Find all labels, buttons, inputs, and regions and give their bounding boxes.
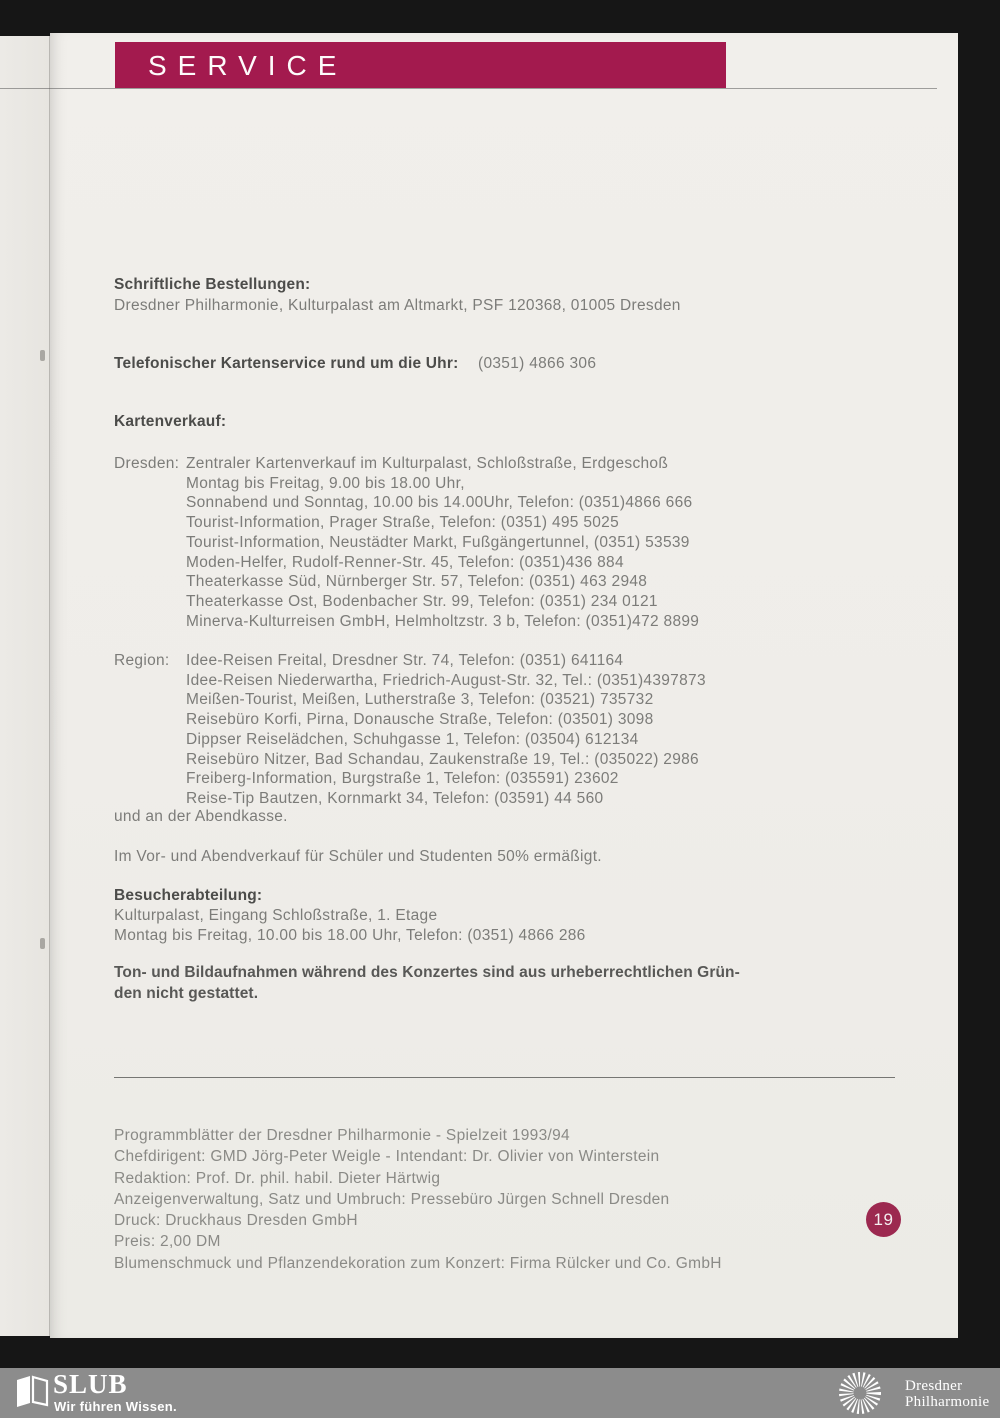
viewer-footer-bar [0, 1368, 1000, 1418]
banner-title: SERVICE [148, 50, 348, 81]
label-kartenservice: Telefonischer Kartenservice rund um die Uhr: [114, 355, 459, 372]
book-page-edge [0, 36, 50, 1336]
page-number-badge: 19 [866, 1202, 901, 1237]
schriftliche-bestellungen-address: Dresdner Philharmonie, Kulturpalast am Altmarkt, PSF 120368, 01005 Dresden [114, 297, 681, 314]
list-item: Reisebüro Korfi, Pirna, Donausche Straße, Telefon: (03501) 3098 [186, 711, 654, 729]
list-item: Preis: 2,00 DM [114, 1233, 221, 1251]
philharmonie-logo-text [905, 1378, 989, 1410]
list-item: Programmblätter der Dresdner Philharmonie - Spielzeit 1993/94 [114, 1127, 570, 1144]
list-item: Kulturpalast, Eingang Schloßstraße, 1. Etage [114, 907, 438, 924]
list-item: Meißen-Tourist, Meißen, Lutherstraße 3, Telefon: (03521) 735732 [186, 691, 654, 709]
list-item: Tourist-Information, Neustädter Markt, Fußgängertunnel, (0351) 53539 [186, 533, 690, 551]
list-item: Idee-Reisen Niederwartha, Friedrich-August-Str. 32, Tel.: (0351)4397873 [186, 671, 706, 689]
heading-kartenverkauf: Kartenverkauf: [114, 413, 227, 430]
list-item: Montag bis Freitag, 9.00 bis 18.00 Uhr, [186, 474, 465, 492]
slub-book-icon [15, 1374, 49, 1415]
slub-logo-text: SLUB [53, 1369, 128, 1399]
list-item: Zentraler Kartenverkauf im Kulturpalast, Schloßstraße, Erdgeschoß [186, 455, 669, 472]
list-item: Theaterkasse Ost, Bodenbacher Str. 99, Telefon: (0351) 234 0121 [186, 592, 658, 610]
abendkasse-note: und an der Abendkasse. [114, 808, 288, 825]
binding-mark [40, 938, 45, 949]
list-item: Sonnabend und Sonntag, 10.00 bis 14.00Uhr, Telefon: (0351)4866 666 [186, 494, 693, 512]
kartenservice-phone: (0351) 4866 306 [478, 355, 597, 372]
list-item: Idee-Reisen Freital, Dresdner Str. 74, Telefon: (0351) 641164 [186, 652, 624, 669]
region-label: Region: [114, 652, 170, 669]
heading-schriftliche-bestellungen: Schriftliche Bestellungen: [114, 276, 311, 293]
section-banner [115, 42, 726, 88]
list-item: Theaterkasse Süd, Nürnberger Str. 57, Telefon: (0351) 463 2948 [186, 573, 648, 591]
list-item: Montag bis Freitag, 10.00 bis 18.00 Uhr, Telefon: (0351) 4866 286 [114, 927, 586, 945]
list-item: Tourist-Information, Prager Straße, Telefon: (0351) 495 5025 [186, 514, 619, 532]
list-item: Minerva-Kulturreisen GmbH, Helmholtzstr. 3 b, Telefon: (0351)472 8899 [186, 612, 700, 630]
list-item: Freiberg-Information, Burgstraße 1, Telefon: (035591) 23602 [186, 770, 619, 788]
philharmonie-starburst-icon [838, 1371, 882, 1418]
recording-notice-line1: Ton- und Bildaufnahmen während des Konzertes sind aus urheberrechtlichen Grün- [114, 964, 740, 981]
list-item: Reise-Tip Bautzen, Kornmarkt 34, Telefon: (03591) 44 560 [186, 789, 604, 807]
besucherabteilung-details [114, 906, 586, 947]
list-item: Reisebüro Nitzer, Bad Schandau, Zaukenstraße 19, Tel.: (035022) 2986 [186, 750, 699, 768]
binding-mark [40, 350, 45, 361]
list-item: Anzeigenverwaltung, Satz und Umbruch: Pressebüro Jürgen Schnell Dresden [114, 1190, 670, 1208]
list-item: Moden-Helfer, Rudolf-Renner-Str. 45, Telefon: (0351)436 884 [186, 553, 624, 571]
list-item: Dippser Reiselädchen, Schuhgasse 1, Telefon: (03504) 612134 [186, 730, 639, 748]
dresden-outlets-list [186, 454, 699, 631]
dresden-label: Dresden: [114, 455, 180, 472]
list-item: Druck: Druckhaus Dresden GmbH [114, 1212, 358, 1230]
list-item: Chefdirigent: GMD Jörg-Peter Weigle - Intendant: Dr. Olivier von Winterstein [114, 1148, 660, 1166]
philharmonie-name-line2: Philharmonie [905, 1394, 990, 1410]
philharmonie-name-line1: Dresdner [905, 1378, 963, 1394]
page-crease-line [0, 88, 937, 89]
divider-rule [114, 1077, 895, 1078]
region-outlets-list [186, 651, 706, 809]
slub-slogan: Wir führen Wissen. [54, 1399, 177, 1414]
ermaessigung-note: Im Vor- und Abendverkauf für Schüler und Studenten 50% ermäßigt. [114, 848, 602, 865]
list-item: Blumenschmuck und Pflanzendekoration zum Konzert: Firma Rülcker und Co. GmbH [114, 1254, 722, 1272]
list-item: Redaktion: Prof. Dr. phil. habil. Dieter Härtwig [114, 1169, 441, 1187]
recording-notice-line2: den nicht gestattet. [114, 985, 259, 1002]
impressum-block [114, 1125, 722, 1274]
heading-besucherabteilung: Besucherabteilung: [114, 887, 263, 904]
